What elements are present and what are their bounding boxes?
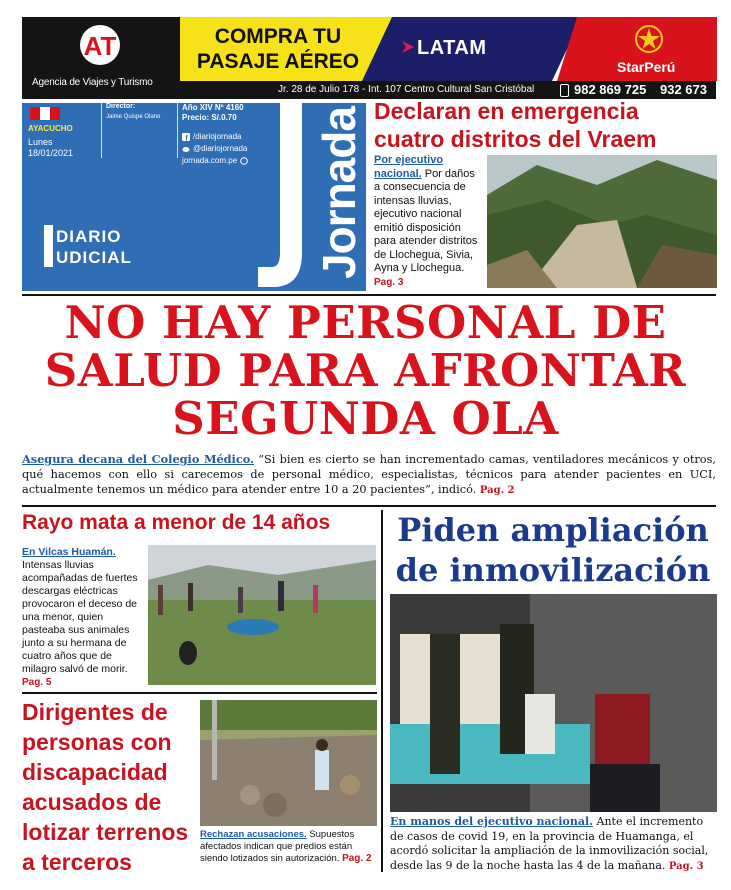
starperu-star-icon <box>633 23 665 55</box>
main-story-summary <box>22 452 716 498</box>
peru-flag-icon <box>30 107 60 120</box>
piden-body: Ante el incremento de casos de covid 19, en la provincia de Huamanga, el acordó solicitar la ampliación de la inmovilización social, desde las 9 de la noche hasta las 4 de la mañana. <box>390 815 709 872</box>
piden-page-ref: Pag. 3 <box>668 860 704 872</box>
piden-headline[interactable]: Piden ampliación de inmovilización <box>395 511 711 589</box>
phone-number-1: 982 869 725 <box>574 82 647 97</box>
vraem-body: Por daños a consecuencia de intensas lluvias, ejecutivo nacional emitió disposición para atender distritos de Llochegua, Sivia, Ayna y Llochegua. <box>374 167 478 274</box>
masthead-divider <box>101 103 102 158</box>
dirigentes-lead: Rechazan acusaciones. <box>200 829 307 840</box>
travel-agency-logo <box>22 17 180 99</box>
agency-address: Jr. 28 de Julio 178 - Int. 107 Centro Cultural San Cristóbal <box>278 84 535 95</box>
promo-line-2: PASAJE AÉREO <box>196 50 360 73</box>
facebook-handle: /diariojornada <box>193 132 242 141</box>
dirigentes-page-ref: Pag. 2 <box>342 853 372 864</box>
rayo-lead: En Vilcas Huamán. <box>22 546 116 558</box>
dirigentes-rubble-photo <box>200 700 377 826</box>
dirigentes-caption <box>200 829 378 865</box>
vraem-landslide-photo <box>487 155 717 288</box>
jornada-j-icon <box>254 103 310 291</box>
jornada-logo: Jornada <box>313 107 365 279</box>
twitter-icon <box>182 145 190 153</box>
weekday-label: Lunes <box>28 137 53 147</box>
globe-icon <box>240 157 248 165</box>
rayo-summary <box>22 546 146 689</box>
main-headline[interactable]: NO HAY PERSONAL DE SALUD PARA AFRONTAR SEGUNDA OLA <box>44 296 687 445</box>
piden-lead: En manos del ejecutivo nacional. <box>390 815 593 828</box>
agency-tagline: Agencia de Viajes y Turismo <box>32 77 153 88</box>
main-story-page-ref: Pag. 2 <box>479 485 515 496</box>
section-rule <box>22 692 377 694</box>
twitter-handle: @diariojornada <box>193 144 248 153</box>
facebook-link[interactable] <box>182 132 241 141</box>
facebook-icon <box>182 133 190 141</box>
section-label-line-1: DIARIO <box>56 227 122 246</box>
at-logo-icon <box>70 23 130 69</box>
phone-number-2: 932 673 089 <box>660 82 707 112</box>
masthead-divider <box>177 103 178 158</box>
price-label: Precio: S/.0.70 <box>182 113 237 122</box>
vraem-page-ref: Pag. 3 <box>374 276 404 288</box>
section-label-line-2: UDICIAL <box>56 248 132 267</box>
piden-summary <box>390 815 716 874</box>
phone-icon <box>560 84 569 97</box>
director-name: Jaime Quispe Olano <box>106 114 161 120</box>
publication-date: 18/01/2021 <box>28 148 74 158</box>
dirigentes-headline[interactable]: Dirigentes de personas con discapacidad acusados de lotizar terrenos a terceros <box>22 699 189 875</box>
rayo-body: Intensas lluvias acompañadas de fuertes descargas eléctricas provocaron el deceso de una menor, quien pasteaba sus animales junto a su hermana de cuatro años que de milagro salvó de morir. <box>22 559 138 675</box>
starperu-logo: StarPerú <box>617 59 676 75</box>
director-label: Director: <box>106 103 136 110</box>
rayo-headline[interactable]: Rayo mata a menor de 14 años <box>22 511 331 534</box>
section-rule <box>22 505 716 507</box>
website-url: jornada.com.pe <box>182 156 238 165</box>
twitter-link[interactable] <box>182 144 247 153</box>
main-story-body: “Si bien es cierto se han incrementado camas, ventiladores mecánicos y otros, qué hacemos con ello si carecemos de personal médico, especialistas, técnicos para atender pacientes en UCI, actualmente tenemos un médico para atender entre 10 a 20 pacientes”, indicó. <box>22 453 716 496</box>
masthead <box>22 103 366 291</box>
svg-text:f: f <box>185 135 188 142</box>
latam-logo: LATAM <box>417 37 487 59</box>
piden-police-photo <box>390 594 717 812</box>
vraem-headline[interactable]: Declaran en emergencia cuatro distritos del Vraem <box>374 98 657 152</box>
svg-text:AT: AT <box>83 31 117 61</box>
rayo-page-ref: Pag. 5 <box>22 677 52 688</box>
rayo-field-photo <box>148 545 376 685</box>
vraem-summary <box>374 154 482 289</box>
website-link[interactable] <box>182 156 248 165</box>
region-label: AYACUCHO <box>28 124 73 133</box>
vraem-lead: Por ejecutivo nacional. <box>374 154 444 180</box>
latam-icon <box>400 39 416 55</box>
issue-number: Año XIV Nº 4160 <box>182 103 244 112</box>
column-rule <box>381 510 383 872</box>
section-bar <box>44 225 53 267</box>
main-story-lead: Asegura decana del Colegio Médico. <box>22 452 254 466</box>
dirigentes-body: Supuestos afectados indican que predios están siendo lotizados sin autorización. <box>200 829 355 864</box>
promo-line-1: COMPRA TU <box>214 25 342 48</box>
